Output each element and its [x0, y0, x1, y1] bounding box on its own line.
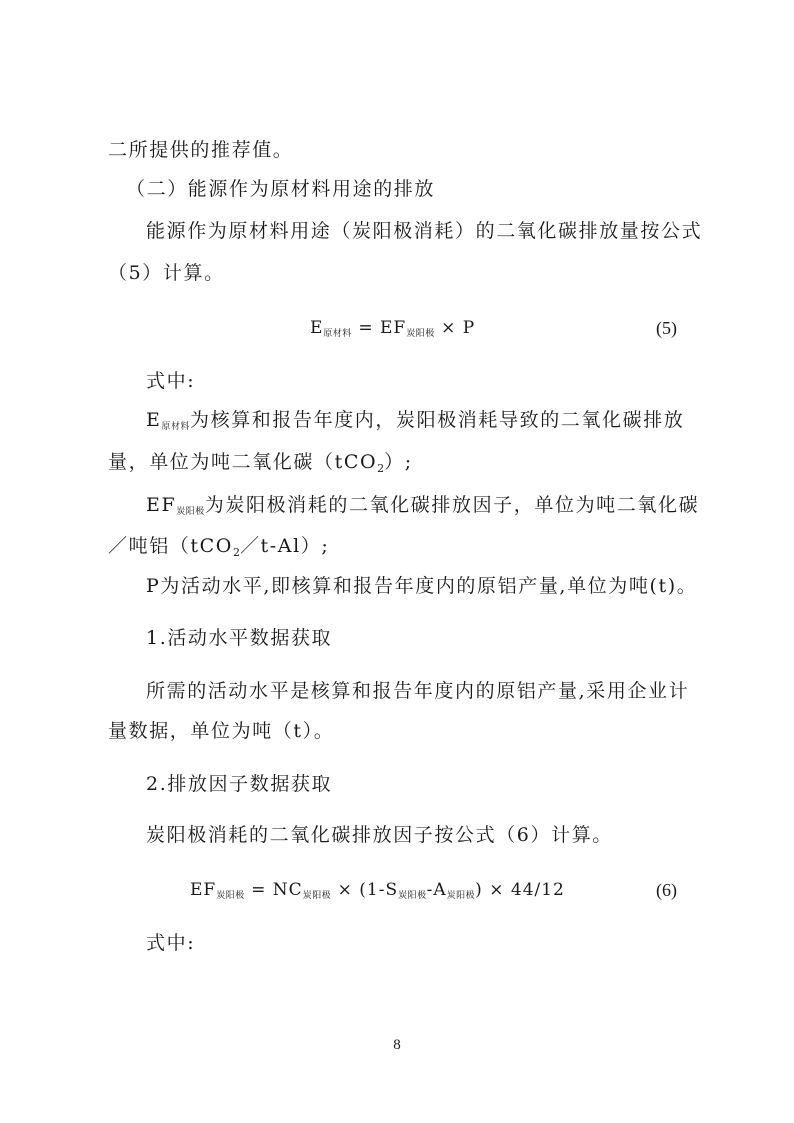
def-text: ／t-Al）; [239, 535, 330, 557]
def-text: 为核算和报告年度内，炭阳极消耗导致的二氧化碳排放 [190, 409, 685, 431]
def-subscript: 炭阳极 [176, 507, 205, 517]
def-symbol: EF [146, 494, 177, 516]
eq-operator: = [351, 318, 380, 338]
eq-operator: × [434, 318, 463, 338]
eq-symbol: EF [380, 318, 407, 338]
eq-symbol: E [310, 318, 324, 338]
eq-operator: × [482, 880, 511, 900]
eq-symbol: P [462, 318, 476, 338]
paragraph-line: （5）计算。 [108, 262, 225, 284]
subsection-heading: 1.活动水平数据获取 [146, 627, 333, 649]
def-symbol: E [146, 409, 162, 431]
text-line: 二所提供的推荐值。 [108, 139, 294, 161]
eq-operator: = [244, 880, 273, 900]
definition-line [108, 533, 329, 562]
def-text: ）; [384, 451, 413, 473]
eq-symbol: -A [426, 880, 447, 900]
eq-symbol: NC [272, 880, 303, 900]
eq-symbol: 44/12 [510, 880, 565, 900]
eq-operator: × [331, 880, 360, 900]
equation-5 [310, 315, 475, 344]
where-label: 式中: [146, 370, 196, 392]
def-subscript: 2 [232, 546, 240, 559]
definition-line [108, 449, 413, 478]
definition-line [146, 492, 699, 522]
eq-subscript: 炭阳极 [446, 891, 476, 901]
definition-line [146, 407, 684, 437]
def-subscript: 原材料 [161, 422, 190, 432]
eq-symbol: ) [475, 880, 483, 900]
subsection-heading: 2.排放因子数据获取 [146, 773, 333, 795]
eq-subscript: 炭阳极 [406, 329, 435, 339]
section-heading: （二）能源作为原材料用途的排放 [126, 178, 436, 200]
page-number: 8 [393, 1037, 401, 1053]
eq-symbol: EF [190, 880, 217, 900]
def-subscript: 2 [377, 462, 385, 475]
eq-subscript: 炭阳极 [398, 891, 427, 901]
equation-number: (6) [656, 880, 677, 900]
eq-subscript: 炭阳极 [302, 891, 332, 901]
eq-subscript: 原材料 [323, 329, 352, 339]
paragraph-line: 量数据，单位为吨（t）。 [108, 720, 335, 742]
paragraph-line: 能源作为原材料用途（炭阳极消耗）的二氧化碳排放量按公式 [146, 220, 703, 242]
where-label: 式中: [146, 932, 196, 954]
equation-number: (5) [656, 318, 677, 338]
def-text: 为炭阳极消耗的二氧化碳排放因子，单位为吨二氧化碳 [204, 494, 700, 516]
paragraph-line: 所需的活动水平是核算和报告年度内的原铝产量,采用企业计 [146, 680, 690, 702]
eq-symbol: (1-S [359, 880, 399, 900]
equation-6 [190, 877, 565, 906]
paragraph-line: 炭阳极消耗的二氧化碳排放因子按公式（6）计算。 [146, 824, 613, 846]
def-text: ／吨铝（tCO [108, 535, 233, 557]
eq-subscript: 炭阳极 [216, 891, 245, 901]
definition-line: P为活动水平,即核算和报告年度内的原铝产量,单位为吨(t)。 [146, 575, 698, 597]
def-text: 量，单位为吨二氧化碳（tCO [108, 451, 378, 473]
